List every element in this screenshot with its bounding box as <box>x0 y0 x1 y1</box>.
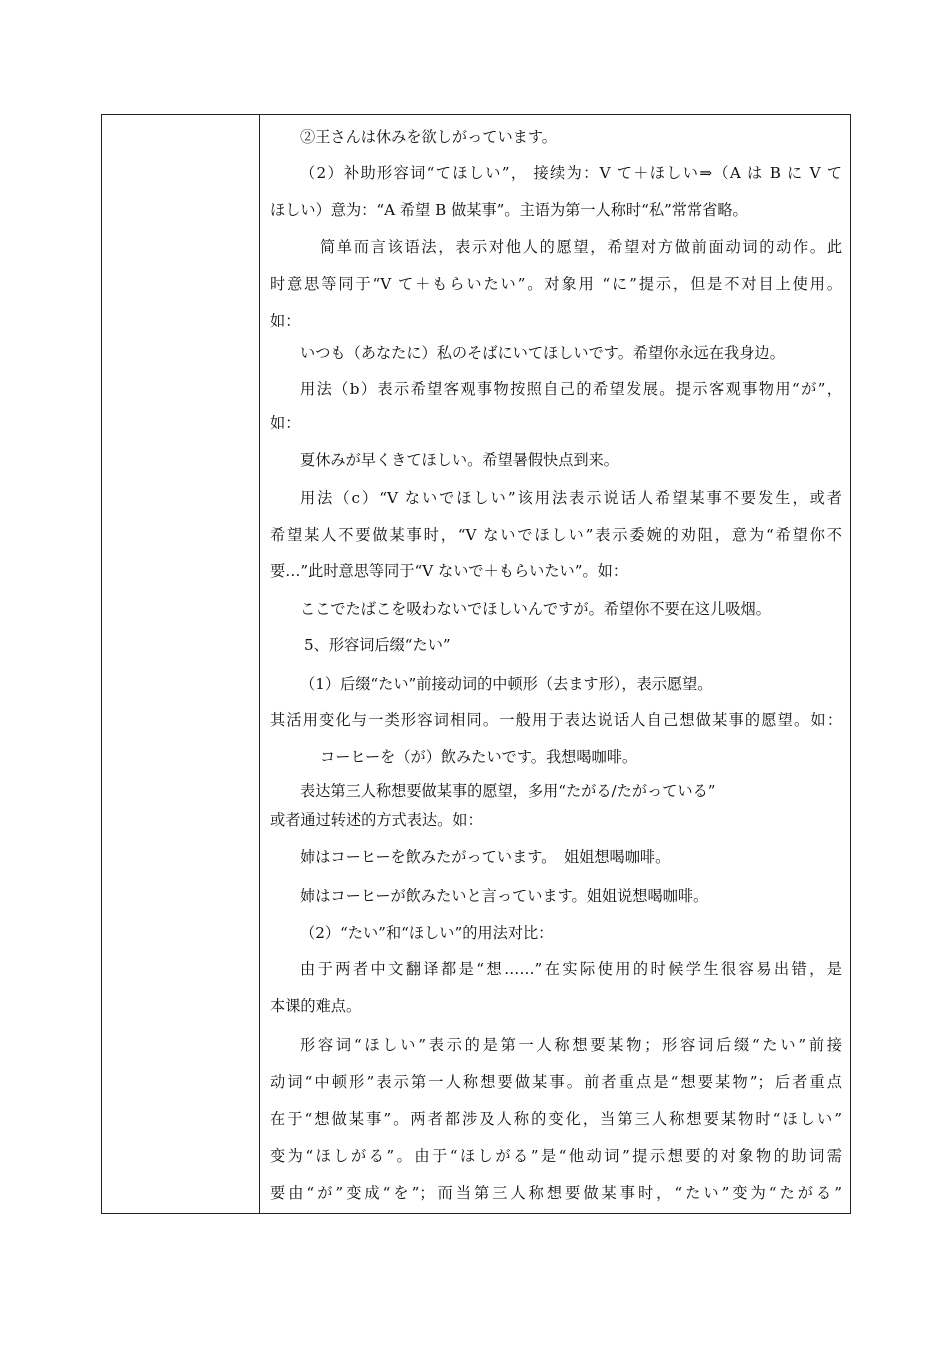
text-line: 要由“が”变成“を”；而当第三人称想要做某事时，“たい”变为“たがる” <box>270 1184 842 1202</box>
text-line: 表达第三人称想要做某事的愿望，多用“たがる/たがっている” <box>300 782 716 800</box>
text-line: 姉はコーヒーを飲みたがっています。 姐姐想喝咖啡。 <box>300 848 671 866</box>
right-column-cell <box>260 115 850 1213</box>
text-line: 简单而言该语法，表示对他人的愿望，希望对方做前面动词的动作。此 <box>320 238 842 256</box>
text-line: いつも（あなたに）私のそばにいてほしいです。希望你永远在我身边。 <box>300 344 785 362</box>
text-line: 姉はコーヒーが飲みたいと言っています。姐姐说想喝咖啡。 <box>300 887 709 905</box>
text-line: （2）“たい”和“ほしい”的用法对比： <box>300 924 554 942</box>
text-line: （1）后缀“たい”前接动词的中顿形（去ます形），表示愿望。 <box>300 675 713 693</box>
text-line: 形容词“ほしい”表示的是第一人称想要某物；形容词后缀“たい”前接 <box>300 1036 842 1054</box>
text-line: 时意思等同于“V て＋もらいたい”。对象用 “に”提示，但是不对目上使用。 <box>270 275 842 293</box>
text-line: 5、形容词后缀“たい” <box>304 636 451 654</box>
text-line: 其活用变化与一类形容词相同。一般用于表达说话人自己想做某事的愿望。如： <box>270 711 842 729</box>
text-line: （2）补助形容词“てほしい”， 接续为：V て＋ほしい⇒（A は B に V て <box>300 164 842 182</box>
text-line: 动词“中顿形”表示第一人称想要做某事。前者重点是“想要某物”；后者重点 <box>270 1073 842 1091</box>
text-line: ほしい）意为：“A 希望 B 做某事”。主语为第一人称时“私”常常省略。 <box>270 201 748 219</box>
text-line: 由于两者中文翻译都是“想……”在实际使用的时候学生很容易出错，是 <box>300 960 842 978</box>
text-line: 如： <box>270 312 301 330</box>
text-line: 本课的难点。 <box>270 997 362 1015</box>
text-line: 夏休みが早くきてほしい。希望暑假快点到来。 <box>300 451 619 469</box>
text-line: 或者通过转述的方式表达。如： <box>270 811 483 829</box>
text-line: 用法（b）表示希望客观事物按照自己的希望发展。提示客观事物用“が”， <box>300 380 842 398</box>
text-line: 要…”此时意思等同于“V ないで＋もらいたい”。如： <box>270 562 629 580</box>
text-line: ②王さんは休みを欲しがっています。 <box>300 128 557 146</box>
text-line: 希望某人不要做某事时，“V ないでほしい”表示委婉的劝阻，意为“希望你不 <box>270 526 842 544</box>
text-line: コーヒーを（が）飲みたいです。我想喝咖啡。 <box>320 748 638 766</box>
text-line: 用法（c）“V ないでほしい”该用法表示说话人希望某事不要发生，或者 <box>300 489 842 507</box>
text-line: ここでたばこを吸わないでほしいんですが。希望你不要在这儿吸烟。 <box>300 600 771 618</box>
text-line: 在于“想做某事”。两者都涉及人称的变化，当第三人称想要某物时“ほしい” <box>270 1110 842 1128</box>
text-line: 变为“ほしがる”。由于“ほしがる”是“他动词”提示想要的对象物的助词需 <box>270 1147 842 1165</box>
left-column-cell <box>102 115 260 1213</box>
text-line: 如： <box>270 414 301 432</box>
content-table <box>101 114 851 1214</box>
